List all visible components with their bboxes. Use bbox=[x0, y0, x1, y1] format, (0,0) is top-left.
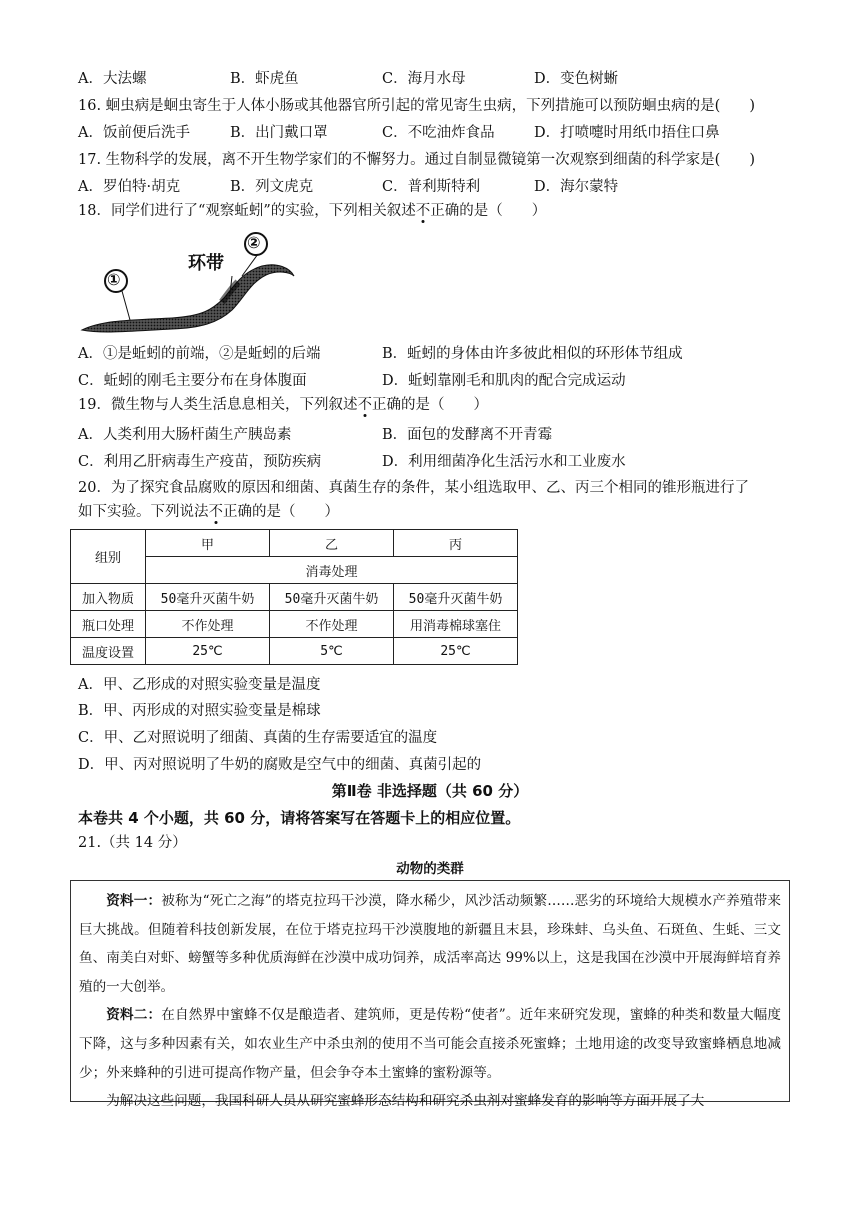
q18-stem-post: 正确的是（ ） bbox=[430, 203, 547, 219]
q15-option-d: D．变色树蜥 bbox=[534, 71, 619, 87]
q20-stem-post: 正确的是（ ） bbox=[223, 504, 339, 520]
material-2 bbox=[79, 1001, 781, 1087]
table-cell: 温度设置 bbox=[71, 638, 146, 665]
q18-emphasis-bu: 不 bbox=[415, 203, 431, 219]
q20-option-b: B．甲、丙形成的对照实验变量是棉球 bbox=[78, 703, 321, 719]
material-3-text: 为解决这些问题，我国科研人员从研究蜜蜂形态结构和研究杀虫剂对蜜蜂发育的影响等方面开展了大 bbox=[106, 1093, 705, 1110]
table-cell: 用消毒棉球塞住 bbox=[394, 611, 518, 638]
table-row bbox=[71, 584, 518, 611]
table-header-group: 组别 bbox=[71, 530, 146, 584]
q20-option-d: D．甲、丙对照说明了牛奶的腐败是空气中的细菌、真菌引起的 bbox=[78, 757, 482, 773]
experiment-table bbox=[70, 529, 518, 665]
q19-stem-post: 正确的是（ ） bbox=[371, 397, 488, 413]
table-row bbox=[71, 611, 518, 638]
material-1-label: 资料一： bbox=[106, 893, 162, 909]
material-2-text: 在自然界中蜜蜂不仅是酿造者、建筑师，更是传粉“使者”。近年来研究发现，蜜蜂的种类和数量大幅度下降，这与多种因素有关，如农业生产中杀虫剂的使用不当可能会直接杀死蜜蜂；土地用途的改变导致蜜蜂栖息地减少；外来蜂种的引进可提高作物产量，但会争夺本土蜜蜂的蜜粉源等。 bbox=[79, 1007, 781, 1081]
table-merged-row: 消毒处理 bbox=[146, 557, 518, 584]
q18-option-b: B．蚯蚓的身体由许多彼此相似的环形体节组成 bbox=[382, 346, 683, 362]
q17-option-a: A．罗伯特·胡克 bbox=[78, 179, 181, 195]
q15-option-b: B．虾虎鱼 bbox=[230, 71, 299, 87]
q16-option-c: C．不吃油炸食品 bbox=[382, 125, 495, 141]
q18-stem bbox=[78, 201, 546, 221]
table-header-bing: 丙 bbox=[394, 530, 518, 557]
q18-option-c: C．蚯蚓的刚毛主要分布在身体腹面 bbox=[78, 373, 307, 389]
q16-option-a: A．饭前便后洗手 bbox=[78, 125, 190, 141]
q19-option-a: A．人类利用大肠杆菌生产胰岛素 bbox=[78, 427, 292, 443]
section-2-instruction: 本卷共 4 个小题，共 60 分，请将答案写在答题卡上的相应位置。 bbox=[78, 809, 521, 827]
table-cell: 25℃ bbox=[146, 638, 270, 665]
q19-option-c: C．利用乙肝病毒生产疫苗，预防疾病 bbox=[78, 454, 322, 470]
marker-2-label: ② bbox=[247, 233, 261, 252]
material-3 bbox=[79, 1087, 781, 1116]
q21-subtitle: 动物的类群 bbox=[396, 861, 464, 877]
table-header-jia: 甲 bbox=[146, 530, 270, 557]
q19-emphasis-bu: 不 bbox=[357, 397, 372, 413]
q17-stem: 17. 生物科学的发展，离不开生物学家们的不懈努力。通过自制显微镜第一次观察到细菌的科学家是( ) bbox=[78, 152, 755, 168]
table-row bbox=[71, 638, 518, 665]
q20-stem-line2 bbox=[78, 502, 339, 522]
clitellum-label: 环带 bbox=[188, 253, 224, 274]
table-cell: 25℃ bbox=[394, 638, 518, 665]
table-cell: 瓶口处理 bbox=[71, 611, 146, 638]
q21-material-box bbox=[70, 880, 790, 1110]
table-cell: 不作处理 bbox=[270, 611, 394, 638]
table-cell: 加入物质 bbox=[71, 584, 146, 611]
material-1-text: 被称为“死亡之海”的塔克拉玛干沙漠，降水稀少，风沙活动频繁……恶劣的环境给大规模水产养殖带来巨大挑战。但随着科技创新发展，在位于塔克拉玛干沙漠腹地的新疆且末县，珍珠蚌、乌头鱼、石斑鱼、生蚝、三文鱼、南美白对虾、螃蟹等多种优质海鲜在沙漠中成功饲养，成活率高达 99%以上，这是我国在沙漠中开展海鲜培育养殖的一大创举。 bbox=[79, 893, 781, 995]
table-cell: 不作处理 bbox=[146, 611, 270, 638]
table-cell: 5℃ bbox=[270, 638, 394, 665]
q19-stem-pre: 19．微生物与人类生活息息相关，下列叙述 bbox=[78, 397, 358, 413]
table-cell: 50毫升灭菌牛奶 bbox=[146, 584, 270, 611]
q17-option-c: C．普利斯特利 bbox=[382, 179, 481, 195]
q16-option-d: D．打喷嚏时用纸巾捂住口鼻 bbox=[534, 125, 720, 141]
q17-option-b: B．列文虎克 bbox=[230, 179, 314, 195]
q19-option-b: B．面包的发酵离不开青霉 bbox=[382, 427, 553, 443]
section-2-title: 第Ⅱ卷 非选择题（共 60 分） bbox=[331, 782, 529, 800]
q18-option-d: D．蚯蚓靠刚毛和肌肉的配合完成运动 bbox=[382, 373, 626, 389]
q20-stem-pre: 如下实验。下列说法 bbox=[78, 504, 209, 520]
q20-stem-line1: 20．为了探究食品腐败的原因和细菌、真菌生存的条件，某小组选取甲、乙、丙三个相同的锥形瓶进行了 bbox=[78, 480, 749, 496]
q21-head: 21.（共 14 分） bbox=[78, 835, 187, 851]
q18-stem-pre: 18．同学们进行了“观察蚯蚓”的实验，下列相关叙述 bbox=[78, 203, 416, 219]
q20-option-a: A．甲、乙形成的对照实验变量是温度 bbox=[78, 677, 321, 693]
earthworm-figure bbox=[72, 228, 312, 344]
q20-option-c: C．甲、乙对照说明了细菌、真菌的生存需要适宜的温度 bbox=[78, 730, 438, 746]
material-1 bbox=[79, 887, 781, 1001]
q19-option-d: D．利用细菌净化生活污水和工业废水 bbox=[382, 454, 626, 470]
q19-stem bbox=[78, 395, 488, 415]
q17-option-d: D．海尔蒙特 bbox=[534, 179, 619, 195]
table-cell: 50毫升灭菌牛奶 bbox=[394, 584, 518, 611]
q16-option-b: B．出门戴口罩 bbox=[230, 125, 328, 141]
q20-emphasis-bu: 不 bbox=[208, 504, 223, 520]
marker-1-label: ① bbox=[107, 270, 121, 289]
table-cell: 50毫升灭菌牛奶 bbox=[270, 584, 394, 611]
material-2-label: 资料二： bbox=[106, 1007, 162, 1024]
q15-option-a: A．大法螺 bbox=[78, 71, 147, 87]
q18-option-a: A．①是蚯蚓的前端，②是蚯蚓的后端 bbox=[78, 346, 321, 362]
table-header-yi: 乙 bbox=[270, 530, 394, 557]
q16-stem: 16. 蛔虫病是蛔虫寄生于人体小肠或其他器官所引起的常见寄生虫病，下列措施可以预防蛔虫病的是( ) bbox=[78, 98, 755, 114]
q15-option-c: C．海月水母 bbox=[382, 71, 466, 87]
